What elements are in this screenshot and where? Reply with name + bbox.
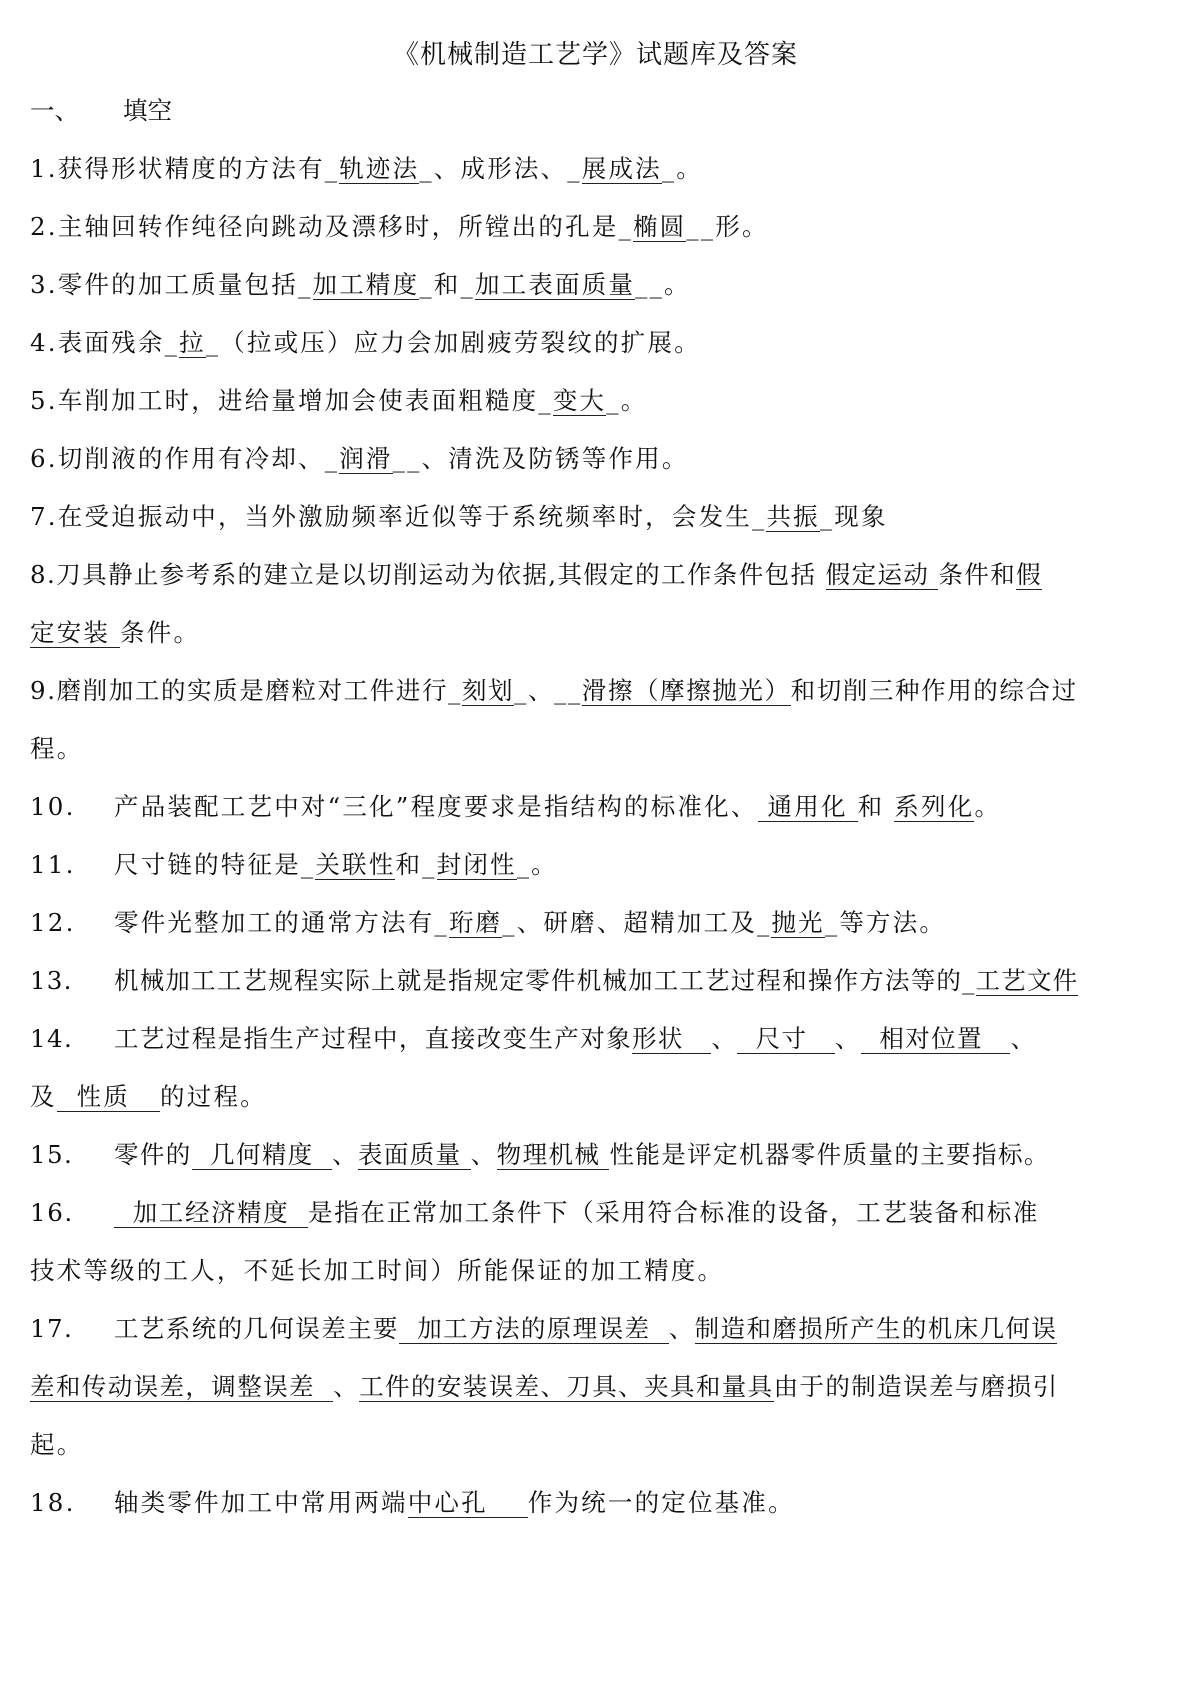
answer-blank: 物理机械 — [496, 1140, 610, 1169]
answer-blank: 抛光 — [771, 908, 825, 937]
answer-blank: 工艺文件 — [975, 966, 1079, 995]
answer-blank: 形状 — [632, 1024, 712, 1053]
answer-blank: 润滑 — [339, 444, 393, 473]
answer-blank: 相对位置 — [860, 1024, 1011, 1053]
answer-blank: 轨迹法 — [339, 154, 420, 183]
question-9: 9.磨削加工的实质是磨粒对工件进行_刻划_、__滑擦（摩擦抛光）和切削三种作用的综合过 — [30, 676, 1078, 705]
answer-blank: 假定运动 — [825, 560, 939, 589]
answer-blank: 椭圆 — [632, 212, 687, 241]
answer-blank: 尺寸 — [737, 1024, 836, 1053]
question-3: 3.零件的加工质量包括_加工精度_和_加工表面质量__。 — [30, 270, 691, 299]
answer-blank: 表面质量 — [357, 1140, 471, 1169]
question-16: 16. 加工经济精度 是指在正常加工条件下（采用符合标准的设备，工艺装备和标准 — [30, 1198, 1039, 1227]
answer-blank: 共振 — [766, 502, 820, 531]
question-6: 6.切削液的作用有冷却、_润滑__、清洗及防锈等作用。 — [30, 444, 689, 473]
answer-blank: 滑擦（摩擦抛光） — [581, 676, 791, 705]
question-14: 14. 工艺过程是指生产过程中，直接改变生产对象形状 、 尺寸 、 相对位置 、 — [30, 1024, 1037, 1053]
question-12: 12. 零件光整加工的通常方法有_珩磨_、研磨、超精加工及_抛光_等方法。 — [30, 908, 947, 937]
answer-blank: 封闭性 — [436, 850, 517, 879]
question-9-continued: 程。 — [30, 734, 84, 763]
question-14-continued: 及 性质 的过程。 — [30, 1082, 267, 1111]
answer-blank: 几何精度 — [191, 1140, 333, 1169]
question-17-continued-2: 起。 — [30, 1430, 84, 1459]
answer-blank: 拉 — [179, 328, 206, 357]
question-10: 10. 产品装配工艺中对“三化”程度要求是指结构的标准化、 通用化 和 系列化。 — [30, 792, 1002, 821]
section-name: 填空 — [123, 96, 172, 125]
section-number: 一、 — [30, 96, 79, 125]
answer-blank: 制造和磨损所产生的机床几何误 — [694, 1314, 1058, 1343]
question-5: 5.车削加工时，进给量增加会使表面粗糙度_变大_。 — [30, 386, 648, 415]
answer-blank: 变大 — [552, 386, 607, 415]
answer-blank: 定安装 — [30, 618, 121, 647]
question-15: 15. 零件的 几何精度 、表面质量 、物理机械 性能是评定机器零件质量的主要指标。 — [30, 1140, 1050, 1169]
answer-blank: 假 — [1016, 560, 1043, 589]
question-11: 11. 尺寸链的特征是_关联性和_封闭性_。 — [30, 850, 558, 879]
question-7: 7.在受迫振动中，当外激励频率近似等于系统频率时，会发生_共振_现象 — [30, 502, 888, 531]
question-4: 4.表面残余_拉_（拉或压）应力会加剧疲劳裂纹的扩展。 — [30, 328, 701, 357]
question-8: 8.刀具静止参考系的建立是以切削运动为依据,其假定的工作条件包括 假定运动 条件和假 — [30, 560, 1043, 589]
answer-blank: 加工经济精度 — [114, 1198, 309, 1227]
answer-blank: 加工方法的原理误差 — [398, 1314, 669, 1343]
question-8-continued: 定安装 条件。 — [30, 618, 201, 647]
question-2: 2.主轴回转作纯径向跳动及漂移时，所镗出的孔是_椭圆__形。 — [30, 212, 769, 241]
answer-blank: 关联性 — [315, 850, 396, 879]
question-16-continued: 技术等级的工人，不延长加工时间）所能保证的加工精度。 — [30, 1256, 725, 1285]
answer-blank: 系列化 — [894, 792, 975, 821]
answer-blank: 通用化 — [757, 792, 858, 821]
section-heading — [30, 94, 172, 128]
question-13: 13. 机械加工工艺规程实际上就是指规定零件机械加工工艺过程和操作方法等的_工艺文件 — [30, 966, 1079, 995]
answer-blank: 刻划 — [461, 676, 515, 705]
answer-blank: 加工精度 — [312, 270, 420, 299]
answer-blank: 性质 — [56, 1082, 161, 1111]
answer-blank: 珩磨 — [448, 908, 503, 937]
answer-blank: 工件的安装误差、刀具、夹具和量具 — [359, 1372, 774, 1401]
question-17-continued: 差和传动误差，调整误差 、工件的安装误差、刀具、夹具和量具由于的制造误差与磨损引 — [30, 1372, 1059, 1401]
answer-blank: 加工表面质量 — [474, 270, 636, 299]
question-17: 17. 工艺系统的几何误差主要 加工方法的原理误差 、制造和磨损所产生的机床几何误 — [30, 1314, 1058, 1343]
answer-blank: 中心孔 — [407, 1488, 528, 1517]
question-1: 1.获得形状精度的方法有_轨迹法_、成形法、_展成法_。 — [30, 154, 704, 183]
question-18: 18. 轴类零件加工中常用两端中心孔 作为统一的定位基准。 — [30, 1488, 795, 1517]
answer-blank: 差和传动误差，调整误差 — [30, 1372, 334, 1401]
document-title: 《机械制造工艺学》试题库及答案 — [392, 40, 798, 70]
answer-blank: 展成法 — [581, 154, 662, 183]
